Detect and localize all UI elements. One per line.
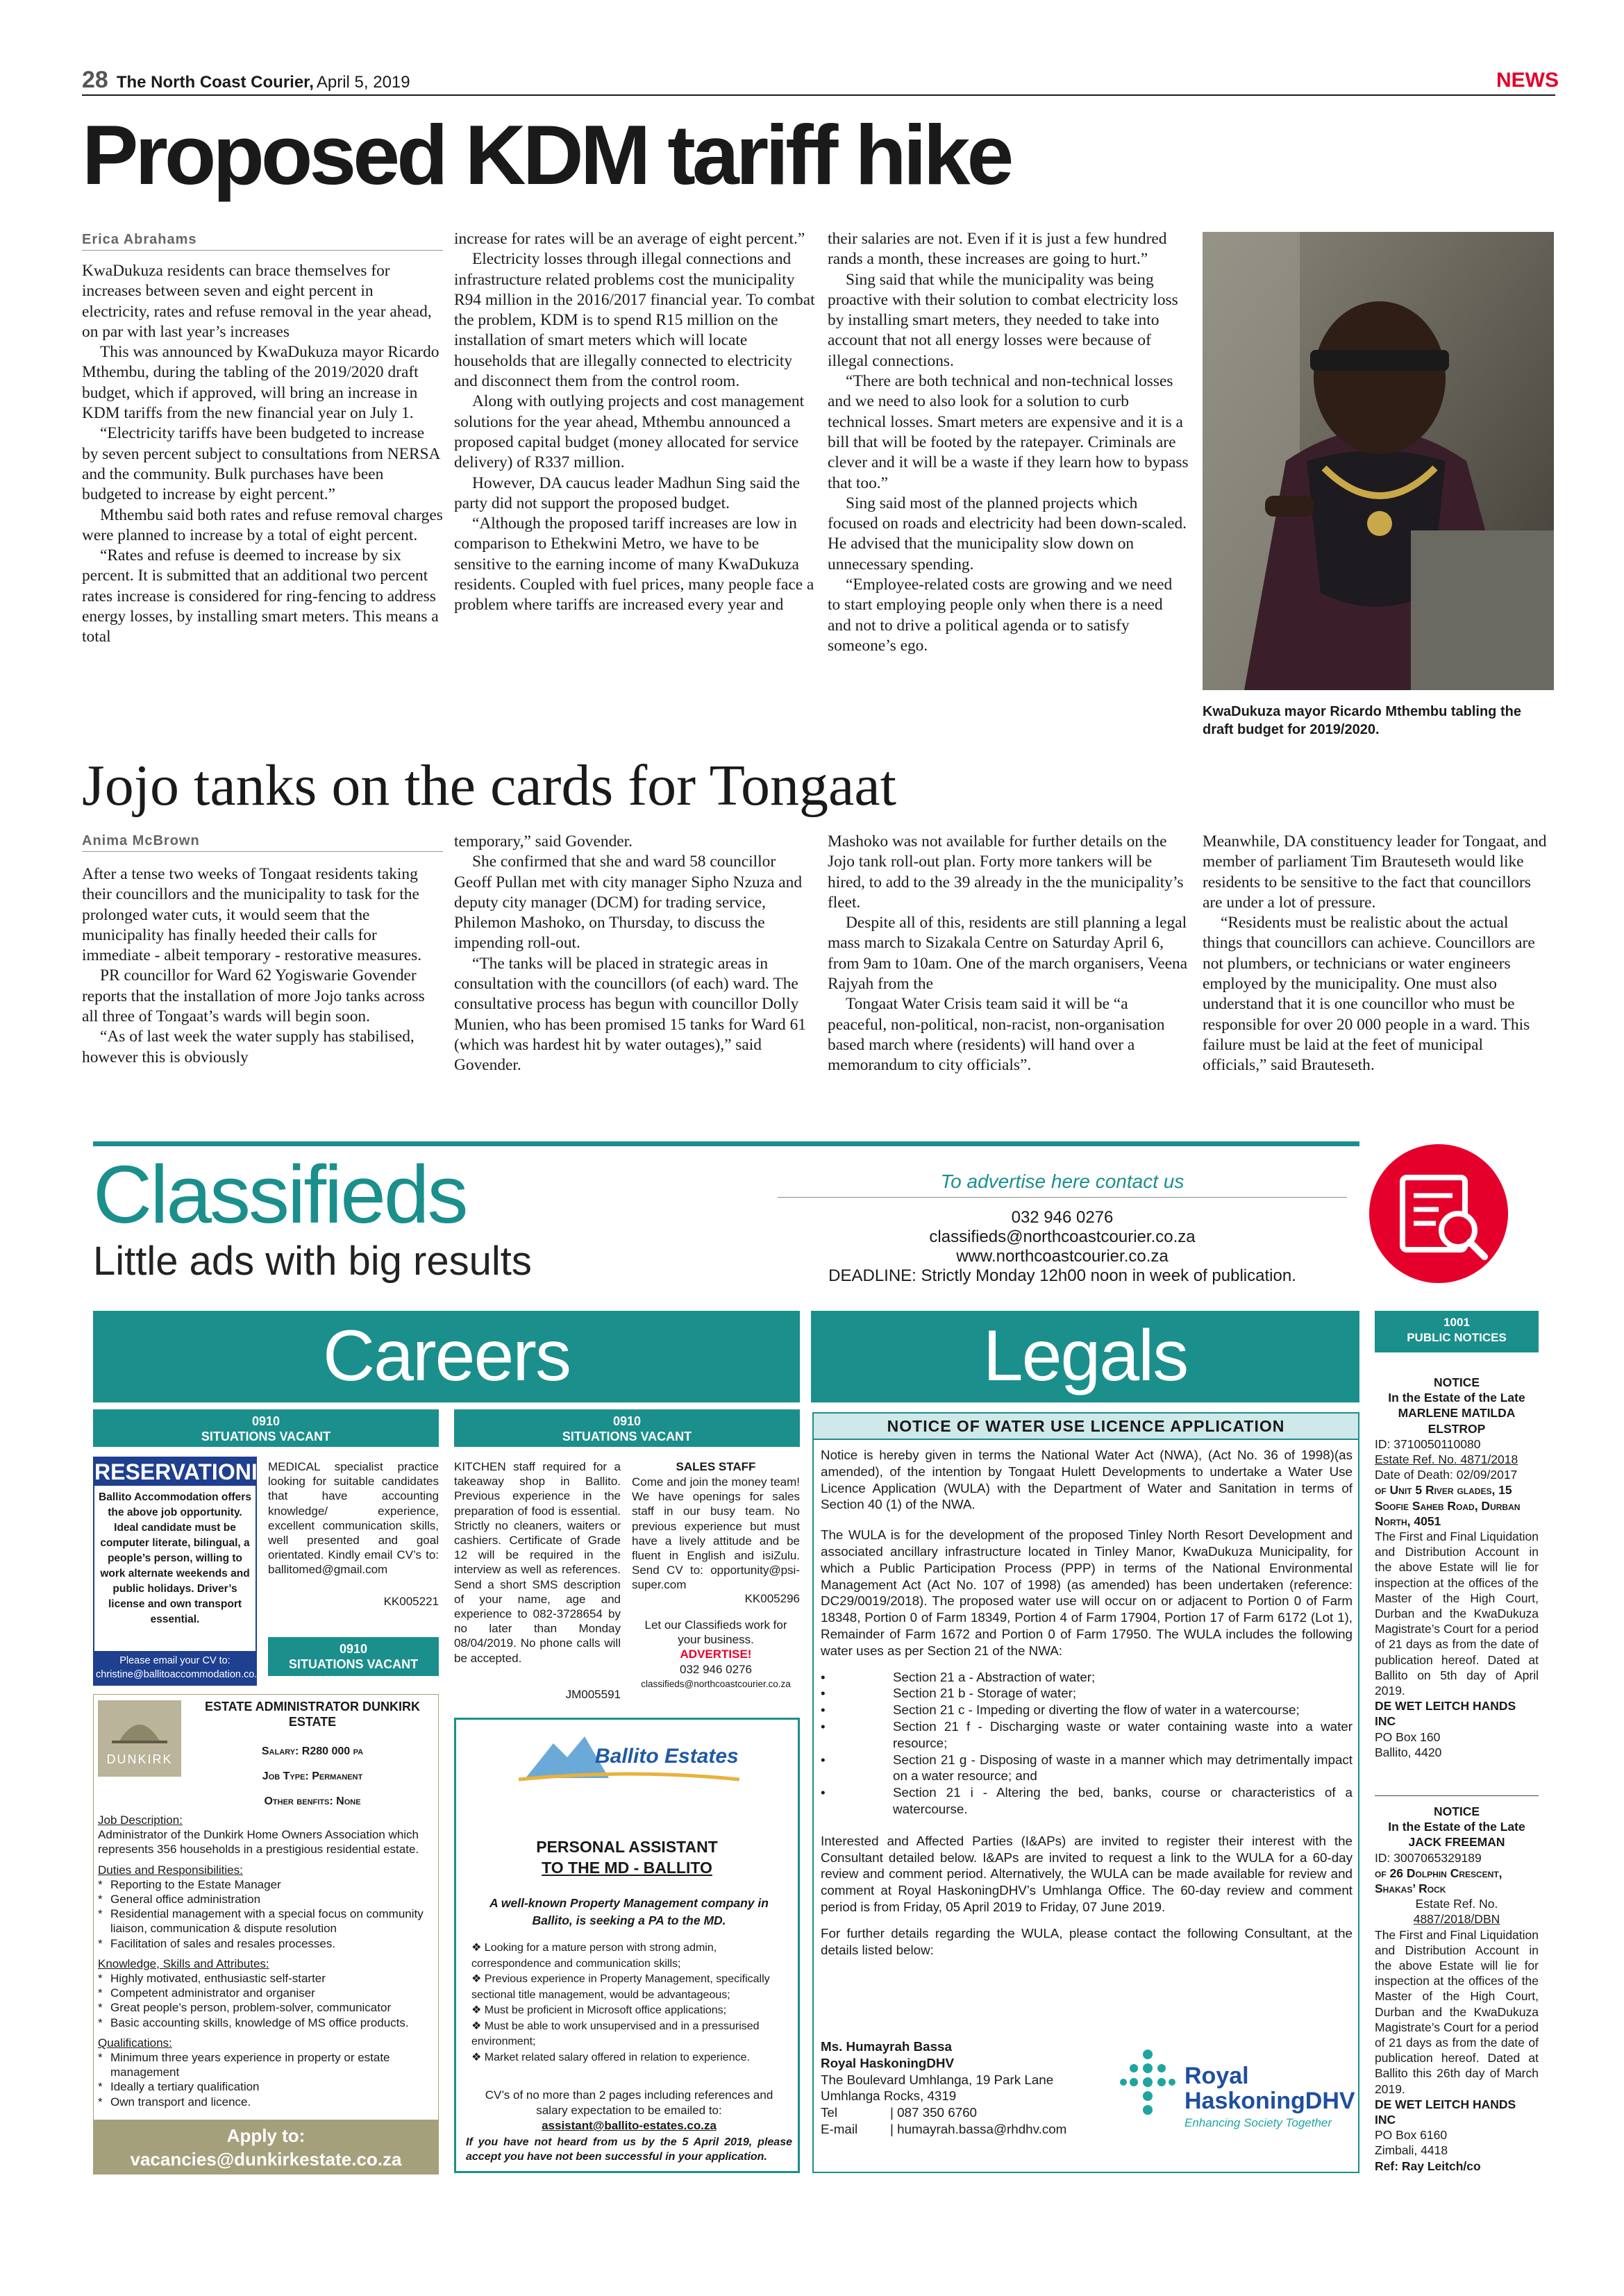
category-situations-vacant: 0910 SITUATIONS VACANT xyxy=(454,1409,800,1447)
list-item-text: Section 21 g - Disposing of waste in a manner which may detrimentally impact on a water resource; and xyxy=(893,1752,1353,1784)
estate-salary: Salary: R280 000 pa xyxy=(261,1745,364,1757)
list-item: * Reporting to the Estate Manager xyxy=(98,1877,434,1892)
newspaper-search-icon xyxy=(1369,1144,1508,1283)
list-item: ❖ Must be proficient in Microsoft office applications; xyxy=(471,2004,727,2016)
paragraph: “As of last week the water supply has stabilised, however this is obviously xyxy=(82,1028,415,1066)
notice-death-date: Date of Death: 02/09/2017 xyxy=(1375,1468,1518,1482)
notice-body: The First and Final Liquidation and Distribution Account in the above Estate will lie for inspection at the offices of the Master of the High Court, Durban and the KwaDukuza Magistrate’s Court for a period of 21 days as from the date of publication hereof. Dated at Ballito this 26th day of March 2019. xyxy=(1375,1927,1539,2096)
notice-estate: In the Estate of the Late MARLENE MATILDA ELSTROP xyxy=(1388,1391,1525,1436)
list-item-text: Section 21 c - Impeding or diverting the flow of water in a watercourse; xyxy=(893,1702,1300,1718)
issue-date: April 5, 2019 xyxy=(316,73,410,92)
classifieds-top-bar xyxy=(93,1141,1359,1146)
list-item: • Section 21 c - Impeding or diverting the flow of water in a watercourse; xyxy=(821,1702,1300,1718)
pa-requirements xyxy=(471,1941,791,2065)
story1-col3 xyxy=(828,229,1189,735)
skills-list xyxy=(98,1971,434,2030)
duties-list xyxy=(98,1877,434,1951)
paragraph: temporary,” said Govender. xyxy=(454,832,633,850)
notice-address: of Unit 5 River glades, 15 Soofie Saheb Road, Durban North, 4051 xyxy=(1375,1483,1521,1528)
contact-org: Royal HaskoningDHV xyxy=(821,2055,955,2070)
notice-heading: NOTICE xyxy=(1433,1804,1480,1818)
list-item-text: Section 21 a - Abstraction of water; xyxy=(893,1669,1096,1684)
pa-title-line2: TO THE MD - BALLITO xyxy=(542,1859,712,1877)
promo-text: Let our Classifieds work for your business. xyxy=(644,1618,787,1647)
pa-title xyxy=(456,1836,798,1878)
classifieds-deadline: DEADLINE: Strictly Monday 12h00 noon in week of publication. xyxy=(828,1266,1296,1285)
paragraph: However, DA caucus leader Madhun Sing said the party did not support the proposed budget. xyxy=(454,474,800,512)
story2-col4 xyxy=(1203,832,1550,1121)
notice-box: PO Box 160 xyxy=(1375,1729,1441,1744)
ballito-logo-text: Ballito Estates xyxy=(595,1745,739,1768)
notice-firm: DE WET LEITCH HANDS INC xyxy=(1375,1699,1516,1729)
careers-banner xyxy=(93,1311,800,1402)
pa-cv-text: CV’s of no more than 2 pages including references and salary expectation to be emailed to: xyxy=(485,2088,773,2117)
list-item-text: Section 21 i - Altering the bed, banks, course or characteristics of a watercourse. xyxy=(893,1785,1353,1816)
rh-logo-line1: Royal xyxy=(1184,2063,1249,2089)
reservationist-title: RESERVATIONIST xyxy=(94,1459,286,1484)
list-item-text: Must be able to work unsupervised and in a pressurised environment; xyxy=(471,2020,760,2047)
byline-rule xyxy=(82,851,443,852)
pa-footer: If you have not heard from us by the 5 April 2019, please accept you have not been successful in your application. xyxy=(466,2136,792,2163)
story1-headline: Proposed KDM tariff hike xyxy=(82,108,1011,202)
paragraph: Mthembu said both rates and refuse removal charges were planned to increase by a total of eight percent. xyxy=(82,505,443,544)
section-label: NEWS xyxy=(1496,69,1559,92)
rh-logo-line2: HaskoningDHV xyxy=(1184,2088,1355,2114)
contact-name: Ms. Humayrah Bassa xyxy=(821,2039,952,2054)
classifieds-title: Classifieds xyxy=(93,1149,467,1241)
notice-title: NOTICE OF WATER USE LICENCE APPLICATION xyxy=(814,1414,1358,1440)
advertise-rule xyxy=(778,1197,1347,1198)
notice-id: ID: 3007065329189 xyxy=(1375,1850,1482,1865)
contact-address: The Boulevard Umhlanga, 19 Park Lane xyxy=(821,2072,1054,2087)
paragraph: Electricity losses through illegal connections and infrastructure related problems cost the municipality R94 million in the 2016/2017 financial year. To combat the problem, KDM is to spend R15 million on the installation of smart meters which will locate households that are illegally connected to electricity and disconnect them from the control room. xyxy=(454,250,815,391)
story2-col1 xyxy=(82,864,443,1121)
list-item: * Minimum three years experience in property or estate management xyxy=(98,2050,434,2079)
dunkirk-estate-ad xyxy=(93,1694,439,2175)
section-heading: Qualifications: xyxy=(98,2036,172,2050)
list-item: • Section 21 i - Altering the bed, banks, course or characteristics of a watercourse. xyxy=(821,1785,1353,1816)
reservationist-ad xyxy=(93,1457,286,1686)
paragraph: For further details regarding the WULA, please contact the following Consultant, at the details listed below: xyxy=(821,1925,1353,1957)
paragraph: “Residents must be realistic about the actual things that councillors can achieve. Councillors are not plumbers, or technicians or water engineers employed by the municipality. One must also understand that it is one councillor who must be responsible for over 20 000 people in a ward. This failure must be laid at the feet of municipal officials,” said Brauteseth. xyxy=(1203,914,1535,1075)
category-situations-vacant: 0910 SITUATIONS VACANT xyxy=(268,1637,439,1676)
list-item: • Section 21 a - Abstraction of water; xyxy=(821,1669,1096,1684)
paragraph: Meanwhile, DA constituency leader for Tongaat, and member of parliament Tim Brauteseth would like residents to be sensitive to the fact that councillors are under a lot of pressure. xyxy=(1203,832,1547,912)
estate-benefits: Other benfits: None xyxy=(264,1795,361,1807)
story1-byline: Erica Abrahams xyxy=(82,232,197,247)
paragraph: their salaries are not. Even if it is just a few hundred rands a month, these increases are going to hurt.” xyxy=(828,230,1167,269)
public-notice-elstrop xyxy=(1375,1375,1539,1760)
paragraph: KwaDukuza residents can brace themselves for increases between seven and eight percent in electricity, rates and refuse removal in the year ahead, on par with last year’s increases xyxy=(82,262,432,341)
ballito-logo xyxy=(519,1729,739,1785)
paragraph: She confirmed that she and ward 58 councillor Geoff Pullan met with city manager Sipho Nzuza and deputy city manager (DCM) for trading service, Philemon Mashoko, on Thursday, to discuss the impending roll-out. xyxy=(454,853,803,953)
classifieds-phone: 032 946 0276 xyxy=(1011,1208,1114,1227)
header-rule xyxy=(82,94,1555,96)
notice-address: of 26 Dolphin Crescent, Shakas’ Rock xyxy=(1375,1866,1502,1896)
rh-logo-text xyxy=(1184,2063,1355,2113)
kitchen-ad: KITCHEN staff required for a takeaway shop in Ballito. Previous experience in the preparation of food is essential. Strictly no cleaners, waiters or cashiers. Certificate of Grade 12 will be required in the interview as well as references. Send a short SMS description of your name, age and experience to 082-3728654 by no later than Monday 08/04/2019. No phone calls will be accepted. xyxy=(454,1460,621,1665)
paragraph: PR councillor for Ward 62 Yogiswarie Govender reports that the installation of more Jojo tanks across all three of Tongaat’s wards will begin soon. xyxy=(82,966,425,1026)
paragraph: After a tense two weeks of Tongaat residents taking their councillors and the municipality to task for the prolonged water cuts, it would seem that the municipality has finally heeded their calls for immediate - albeit temporary - restorative measures. xyxy=(82,865,422,965)
medical-ad: MEDICAL specialist practice looking for suitable candidates that have accounting knowledge/ experience, excellent communication skills, well presented and goal orientated. Kindly email CV’s to: ballitomed@gmail.com xyxy=(268,1460,439,1577)
advertise-heading: To advertise here contact us xyxy=(940,1171,1184,1192)
estate-title: ESTATE ADMINISTRATOR DUNKIRK ESTATE xyxy=(205,1700,420,1729)
pa-cv xyxy=(470,2088,788,2134)
advertise-promo xyxy=(632,1618,800,1691)
mayor-photo-illustration xyxy=(1203,232,1554,690)
classifieds-email[interactable]: classifieds@northcoastcourier.co.za xyxy=(929,1227,1196,1246)
paragraph: “There are both technical and non-technical losses and we need to also look for a solution to curb technical losses. Smart meters are expensive and it is a bill that will be footed by the ratepayer. Criminals are clever and it will be a waste if they learn how to bypass that too.” xyxy=(828,372,1189,492)
pa-email[interactable]: assistant@ballito-estates.co.za xyxy=(542,2119,717,2132)
notice-heading: NOTICE xyxy=(1433,1375,1480,1389)
notice-id: ID: 3710050110080 xyxy=(1375,1436,1481,1451)
list-item-text: Previous experience in Property Management, specifically sectional title management, would be advantageous; xyxy=(471,1973,770,2001)
story2-byline: Anima McBrown xyxy=(82,833,200,848)
estate-terms xyxy=(191,1739,434,1814)
pa-title-line1: PERSONAL ASSISTANT xyxy=(536,1838,718,1856)
list-item: ❖ Looking for a mature person with strong admin, correspondence and communication skills; xyxy=(471,1942,717,1970)
quals-list xyxy=(98,2050,434,2109)
legals-banner xyxy=(811,1311,1359,1402)
notice-ref: Estate Ref. No. 4871/2018 xyxy=(1375,1452,1518,1467)
paragraph: Along with outlying projects and cost management solutions for the year ahead, Mthembu announced a proposed capital budget (money allocated for service delivery) of R337 million. xyxy=(454,392,805,472)
promo-email[interactable]: classifieds@northcoastcourier.co.za xyxy=(641,1678,791,1689)
advertise-contact xyxy=(729,1208,1396,1286)
list-item: * Ideally a tertiary qualification xyxy=(98,2079,434,2094)
contact-tel: | 087 350 6760 xyxy=(890,2105,977,2120)
list-item: * Residential management with a special focus on community liaison, communication & dispute resolution xyxy=(98,1907,434,1936)
paragraph: Tongaat Water Crisis team said it will be “a peaceful, non-political, non-racist, non-organisation based march where (residents) will hand over a memorandum to city officials”. xyxy=(828,995,1165,1075)
apply-email[interactable]: vacancies@dunkirkestate.co.za xyxy=(130,2149,402,2170)
medical-ad-ref: KK005221 xyxy=(383,1595,439,1608)
promo-phone: 032 946 0276 xyxy=(680,1662,752,1676)
notice-firm: DE WET LEITCH HANDS INC xyxy=(1375,2097,1516,2127)
paragraph: Mashoko was not available for further details on the Jojo tank roll-out plan. Forty more tankers will be hired, to add to the 39 already in the the municipality’s fleet. xyxy=(828,832,1184,912)
classifieds-tagline: Little ads with big results xyxy=(93,1239,532,1284)
list-item-text: Section 21 b - Storage of water; xyxy=(893,1686,1077,1701)
story2-col3 xyxy=(828,832,1189,1121)
estate-details xyxy=(98,1813,434,2109)
page-header xyxy=(82,67,410,94)
apply-box xyxy=(94,2120,438,2174)
list-item: • Section 21 b - Storage of water; xyxy=(821,1686,1077,1701)
tel-label: Tel xyxy=(821,2105,838,2120)
water-uses-list xyxy=(821,1669,1353,1818)
byline-rule xyxy=(82,250,443,251)
notice-estate: In the Estate of the Late JACK FREEMAN xyxy=(1388,1820,1525,1850)
paragraph: Sing said most of the planned projects which focused on roads and electricity had been down-scaled. He advised that the municipality slow down on unnecessary spending. xyxy=(828,494,1187,573)
notice-ref2: Ref: Ray Leitch/co xyxy=(1375,2159,1481,2173)
careers-title: Careers xyxy=(323,1316,570,1396)
list-item: • Section 21 g - Disposing of waste in a manner which may detrimentally impact on a water resource; and xyxy=(821,1752,1353,1784)
paragraph: Sing said that while the municipality was being proactive with their solution to combat electricity loss by installing smart meters, they needed to take into account that not all energy losses were because of illegal connections. xyxy=(828,270,1178,370)
paragraph: Despite all of this, residents are still planning a legal mass march to Sizakala Centre on Saturday April 6, from 9am to 10am. One of the march organisers, Veena Rajyah from the xyxy=(828,914,1188,994)
notice-town: Ballito, 4420 xyxy=(1375,1745,1442,1759)
category-public-notices: 1001 PUBLIC NOTICES xyxy=(1375,1311,1539,1352)
page-number: 28 xyxy=(82,67,108,93)
paragraph: increase for rates will be an average of eight percent.” xyxy=(454,230,805,248)
list-item: * Facilitation of sales and resales processes. xyxy=(98,1936,434,1951)
paragraph: Interested and Affected Parties (I&APs) are invited to register their interest with the Consultant detailed below. I&APs are invited to request a link to the WULA for a 60-day review and comment period. Alternatively, the WULA can be made available for review and comment at Royal HaskoningDHV’s Umhlanga Office. The 60-day review and comment period is from Friday, 05 April 2019 to Friday, 07 June 2019. xyxy=(821,1833,1353,1914)
royal-haskoning-logo xyxy=(1112,2038,1355,2156)
list-item: * Own transport and licence. xyxy=(98,2095,434,2109)
ballito-estates-ad xyxy=(454,1718,800,2173)
contact-address: Umhlanga Rocks, 4319 xyxy=(821,2088,957,2104)
paragraph: Notice is hereby given in terms the National Water Act (NWA), (Act No. 36 of 1998)(as amended), of the intention by Tongaat Hulett Developments to undertake a Water Use Licence Application (WULA) with the Department of Water and Sanitation in terms of Section 40 (1) of the NWA. xyxy=(821,1448,1353,1512)
paragraph: The WULA is for the development of the proposed Tinley North Resort Development and associated ancillary infrastructure located in Tinley Manor, KwaDukuza Municipality, for which a Public Participation Process (PPP) in terms of the National Environmental Management Act (Act No. 107 of 1998) (as amended) has been undertaken (reference: DC29/0019/2018). The proposed water use will occur on or adjacent to Portion 0 of Farm 18348, Portion 0 of Farm 18349, Portion 4 of Farm 17904, Portion 17 of Farm 6172 (Lot 1), Remainder of Farm 1672 and Portion 0 of Farm 17950. The WULA includes the following water uses as per Section 21 of the NWA: xyxy=(821,1527,1353,1658)
pa-intro: A well-known Property Management company in Ballito, is seeking a PA to the MD. xyxy=(489,1896,769,1927)
list-item: ❖ Must be able to work unsupervised and in a pressurised environment; xyxy=(471,2020,760,2047)
list-item: ❖ Market related salary offered in relation to experience. xyxy=(471,2051,750,2063)
list-item: * General office administration xyxy=(98,1892,434,1907)
section-heading: Job Description: xyxy=(98,1813,183,1827)
list-item: * Great people’s person, problem-solver, communicator xyxy=(98,2000,434,2015)
estate-description: Administrator of the Dunkirk Home Owners Association which represents 356 households in a prestigious residential estate. xyxy=(98,1828,419,1857)
list-item: * Competent administrator and organiser xyxy=(98,1986,434,2000)
story2-col2 xyxy=(454,832,815,1121)
story2-headline: Jojo tanks on the cards for Tongaat xyxy=(82,753,896,818)
section-heading: Knowledge, Skills and Attributes: xyxy=(98,1956,269,1970)
apply-label: Apply to: xyxy=(226,2125,305,2146)
notice-body: The First and Final Liquidation and Distribution Account in the above Estate will lie for inspection at the offices of the Master of the High Court, Durban and the KwaDukuza Magistrate’s Court for a period of 21 days as from the date of publication hereof. Dated at Ballito on 5th day of April 2019. xyxy=(1375,1530,1539,1698)
mayor-photo xyxy=(1203,232,1554,690)
classifieds-web[interactable]: www.northcoastcourier.co.za xyxy=(956,1247,1169,1266)
dunkirk-logo-text: DUNKIRK xyxy=(106,1752,173,1766)
public-notice-freeman xyxy=(1375,1804,1539,2174)
legals-title: Legals xyxy=(982,1316,1188,1396)
photo-caption: KwaDukuza mayor Ricardo Mthembu tabling the draft budget for 2019/2020. xyxy=(1203,704,1521,737)
sales-ad-ref: KK005296 xyxy=(744,1592,800,1605)
list-item: * Highly motivated, enthusiastic self-starter xyxy=(98,1971,434,1986)
list-item: • Section 21 f - Discharging waste or water containing waste into a water resource; xyxy=(821,1718,1353,1750)
royal-haskoning-logo-mark xyxy=(1116,2044,1179,2120)
email-label: E-mail xyxy=(821,2121,858,2136)
notice-ref: 4887/2018/DBN xyxy=(1413,1912,1500,1927)
notice-town: Zimbali, 4418 xyxy=(1375,2143,1448,2158)
consultant-contact xyxy=(821,2038,1112,2138)
list-item-text: Must be proficient in Microsoft office applications; xyxy=(484,2004,727,2016)
sales-ad: Come and join the money team! We have openings for sales staff in our busy team. No previous experience but must have a lively attitude and be fluent in English and isiZulu. Send CV to: opportunity@psi-super.com xyxy=(632,1475,800,1592)
list-item: * Basic accounting skills, knowledge of MS office products. xyxy=(98,2016,434,2030)
paragraph: This was announced by KwaDukuza mayor Ricardo Mthembu, during the tabling of the 2019/2020 draft budget, which if approved, will bring an increase in KDM tariffs from the new financial year on July 1. xyxy=(82,343,440,423)
notice-divider xyxy=(1375,1795,1539,1796)
list-item-text: Market related salary offered in relation to experience. xyxy=(484,2051,750,2063)
notice-box: PO Box 6160 xyxy=(1375,2128,1448,2143)
notice-body xyxy=(821,1447,1353,1958)
dunkirk-logo xyxy=(98,1700,181,1777)
water-licence-notice xyxy=(812,1412,1359,2173)
kitchen-ad-ref: JM005591 xyxy=(565,1688,621,1701)
estate-job-type: Job Type: Permanent xyxy=(262,1770,363,1782)
story1-col1 xyxy=(82,261,443,733)
reservationist-body: Ballito Accommodation offers the above job opportunity. Ideal candidate must be computer literate, bilingual, a people’s person, willing to work alternate weekends and public holidays. Driver’s license and own transport essential. xyxy=(99,1491,251,1625)
paragraph: “Electricity tariffs have been budgeted to increase by seven percent subject to consultations from NERSA and the community. Bulk purchases have been budgeted to increase by eight percent.” xyxy=(82,424,440,504)
paragraph: “The tanks will be placed in strategic areas in consultation with the councillors (of each) ward. The consultative process has begun with councillor Dolly Munien, who has been promised 15 tanks for Ward 61 (which was hardest hit by water outages),” said Govender. xyxy=(454,954,806,1075)
paragraph: “Rates and refuse is deemed to increase by six percent. It is submitted that an additional two percent rates increase is considered for ring-fencing to address energy losses, by installing smart meters. This means a total xyxy=(82,546,439,646)
list-item: ❖ Previous experience in Property Management, specifically sectional title management, would be advantageous; xyxy=(471,1973,770,2001)
reservationist-cv[interactable]: Please email your CV to: christine@ballitoaccommodation.co.za xyxy=(94,1651,256,1684)
paragraph: “Employee-related costs are growing and we need to start employing people only when there is a need and not to drive a political agenda or to satisfy someone’s ego. xyxy=(828,576,1173,655)
contact-email[interactable]: | humayrah.bassa@rhdhv.com xyxy=(890,2121,1067,2136)
category-situations-vacant: 0910 SITUATIONS VACANT xyxy=(93,1409,439,1447)
story1-col2 xyxy=(454,229,815,735)
publication-name: The North Coast Courier, xyxy=(116,73,314,92)
paragraph: “Although the proposed tariff increases are low in comparison to Ethekwini Metro, we have to be sensitive to the earning income of many KwaDukuza residents. Coupled with fuel prices, many people face a problem where tariffs are increased every year and xyxy=(454,514,814,614)
notice-ref-label: Estate Ref. No. xyxy=(1415,1897,1498,1911)
rh-logo-tagline: Enhancing Society Together xyxy=(1184,2116,1332,2129)
list-item-text: Looking for a mature person with strong admin, correspondence and communication skills; xyxy=(471,1942,717,1970)
sales-title: SALES STAFF xyxy=(676,1460,756,1473)
promo-advertise: ADVERTISE! xyxy=(680,1648,752,1661)
section-heading: Duties and Responsibilities: xyxy=(98,1863,243,1877)
list-item-text: Section 21 f - Discharging waste or water containing waste into a water resource; xyxy=(893,1718,1353,1750)
